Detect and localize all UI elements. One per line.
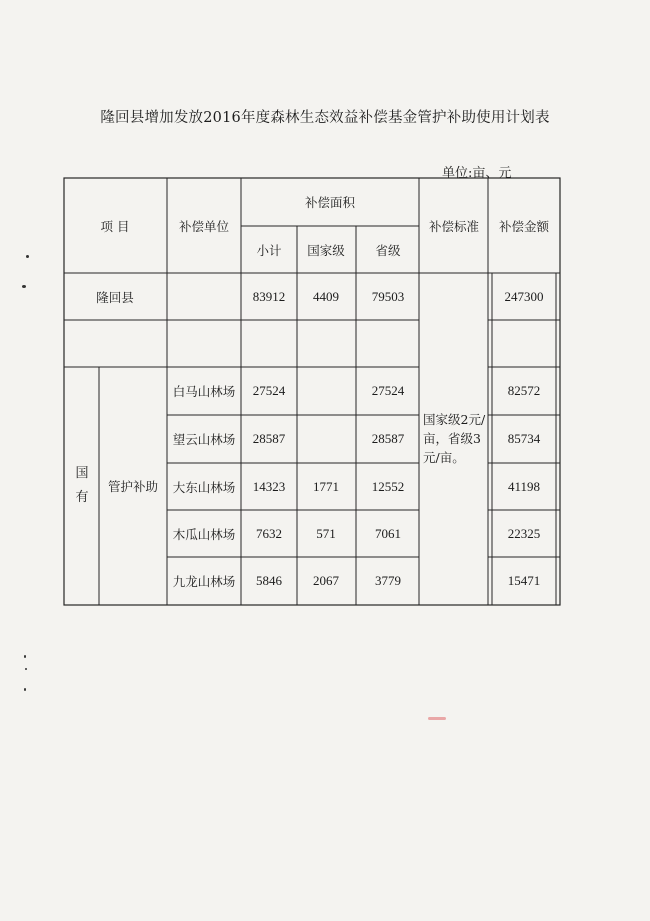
row-provincial: 28587 — [371, 431, 405, 446]
group-type: 管护补助 — [107, 479, 159, 494]
row-subtotal: 14323 — [252, 479, 286, 494]
header-amount: 补偿金额 — [498, 219, 550, 234]
header-area: 补偿面积 — [304, 195, 356, 210]
county-national: 4409 — [313, 289, 339, 304]
row-provincial: 27524 — [371, 383, 405, 398]
row-subtotal: 27524 — [252, 383, 286, 398]
county-name: 隆回县 — [96, 290, 134, 305]
row-unit: 九龙山林场 — [172, 574, 236, 589]
scan-speck — [26, 255, 29, 258]
county-amount: 247300 — [504, 289, 544, 304]
page-title: 隆回县增加发放2016年度森林生态效益补偿基金管护补助使用计划表 — [100, 110, 550, 126]
row-provincial: 12552 — [371, 479, 405, 494]
group-category: 国有 — [75, 466, 89, 505]
row-unit: 大东山林场 — [172, 480, 236, 495]
row-subtotal: 7632 — [256, 526, 282, 541]
county-provincial: 79503 — [371, 289, 405, 304]
header-provincial: 省级 — [375, 243, 401, 258]
row-subtotal: 28587 — [252, 431, 286, 446]
header-unit: 补偿单位 — [178, 219, 230, 234]
unit-note: 单位:亩、元 — [442, 166, 512, 181]
row-amount: 82572 — [507, 383, 541, 398]
scan-speck — [24, 655, 26, 658]
row-unit: 白马山林场 — [172, 384, 236, 399]
scan-speck — [25, 668, 27, 670]
row-subtotal: 5846 — [256, 573, 282, 588]
row-unit: 木瓜山林场 — [172, 527, 236, 542]
county-subtotal: 83912 — [252, 289, 286, 304]
red-mark — [428, 717, 446, 720]
row-amount: 15471 — [507, 573, 541, 588]
row-amount: 85734 — [507, 431, 541, 446]
header-subtotal: 小计 — [256, 243, 282, 258]
row-national: 2067 — [313, 573, 339, 588]
row-provincial: 3779 — [375, 573, 401, 588]
header-standard: 补偿标准 — [428, 219, 480, 234]
row-national: 571 — [316, 526, 336, 541]
row-unit: 望云山林场 — [172, 432, 236, 447]
row-provincial: 7061 — [375, 526, 401, 541]
scan-speck — [22, 285, 26, 288]
header-item: 项 目 — [100, 219, 130, 234]
standard-note: 国家级2元/亩，省级3元/亩。 — [423, 412, 486, 465]
header-national: 国家级 — [307, 243, 345, 258]
scan-speck — [24, 688, 26, 691]
row-amount: 41198 — [507, 479, 541, 494]
row-national: 1771 — [313, 479, 339, 494]
row-amount: 22325 — [507, 526, 541, 541]
